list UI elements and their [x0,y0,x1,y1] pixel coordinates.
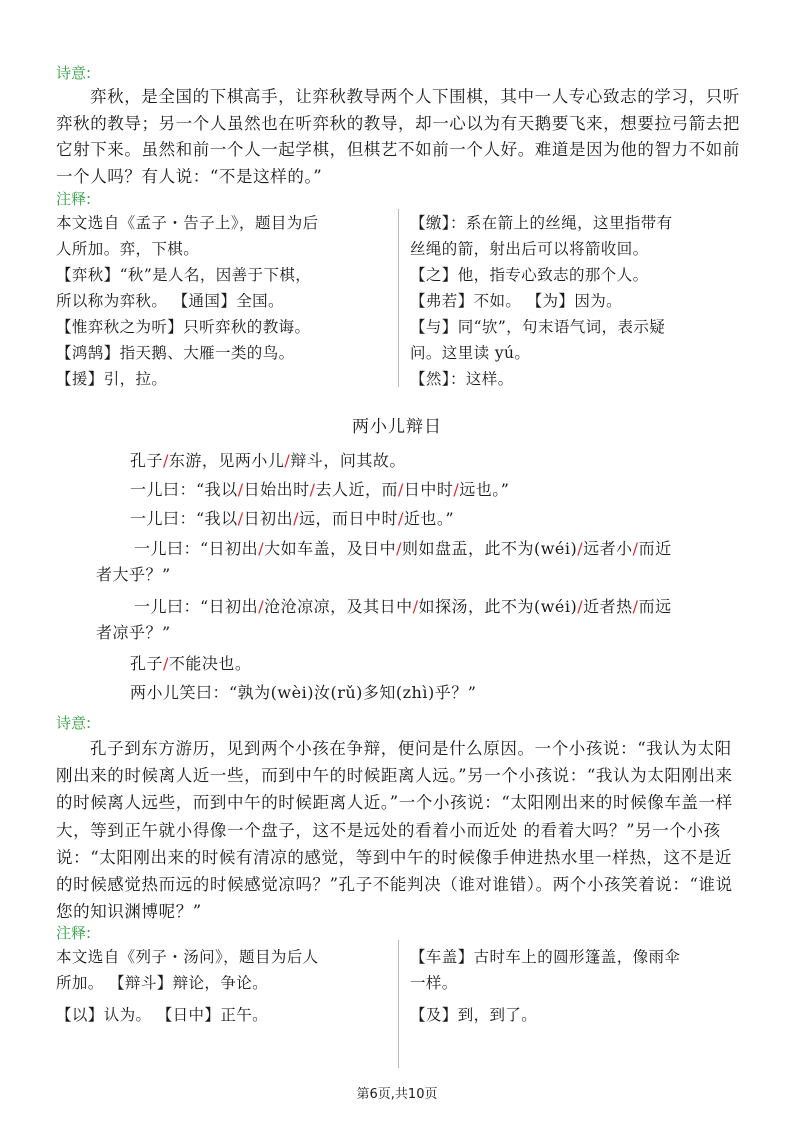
poem-text: 辩斗，问其故。 [290,451,406,470]
pause-slash: / [577,597,584,616]
column-divider [398,940,399,1068]
poem-text: 大如车盖，及日中 [264,539,397,558]
poem-line [96,620,171,643]
poem-text: 沧沧凉凉，及其日中 [264,597,413,616]
poem-text: 如探汤，此不为(wéi) [418,597,578,616]
meaning-paragraph-2 [56,735,741,925]
pause-slash: / [577,539,584,558]
meaning-paragraph-1 [56,84,741,190]
poem-text: 一儿曰：“我以 [130,480,238,499]
poem-text: 两小儿笑曰：“孰为(wèi)汝(rǔ)多知(zhì)乎？” [130,683,477,702]
poem-line [130,506,454,529]
pause-slash: / [293,509,299,528]
note-line: 【弈秋】“秋”是人名，因善于下棋， [56,266,312,284]
poem-text: 日始出时 [243,480,310,499]
poem-text: 一儿曰：“日初出 [134,539,259,558]
note-line: 【车盖】古时车上的圆形篷盖，像雨伞 [410,948,681,966]
pause-slash: / [632,539,639,558]
notes-left-column-1 [56,211,386,389]
pause-slash: / [258,539,265,558]
poem-text: 孔子 [130,451,164,470]
poem-line [130,477,509,500]
poem-line [96,562,171,585]
pause-slash: / [284,451,291,470]
poem-line [130,680,476,703]
note-line: 本文选自《列子・汤问》，题目为后人 [56,948,319,966]
poem-text: 近也。” [403,509,455,528]
notes-right-column-1 [410,211,745,389]
poem-text: 者大乎？” [96,565,171,584]
pause-slash: / [258,597,265,616]
poem-text: 去人近，而 [315,480,398,499]
note-line: 【以】认为。 【日中】正午。 [56,1006,269,1024]
note-line: 【惟弈秋之为听】只听弈秋的教诲。 [56,318,311,336]
note-line: 【弗若】不如。 【为】因为。 [410,292,623,310]
poem-text: 者凉乎？” [96,623,171,642]
note-line: 【之】他，指专心致志的那个人。 [410,266,649,284]
poem-text: 远者小 [583,539,633,558]
notes-label-2: 注释: [56,924,92,942]
note-line: 所以称为弈秋。 【通国】全国。 [56,292,284,310]
note-line: 一样。 [410,974,458,992]
poem-text: 而远 [638,597,672,616]
note-line: 【缴】：系在箭上的丝绳，这里指带有 [410,214,673,232]
meaning-text-2: 孔子到东方游历，见到两个小孩在争辩，便问是什么原因。一个小孩说：“我认为太阳刚出来的时候离人近一些，而到中午的时候距离人远。”另一个小孩说：“我认为太阳刚出来的时候离人远些，而到中午的时候距离人近。”一个小孩说：“太阳刚出来的时候像车盖一样大，等到正午就小得像一个盘子，这不是远处的看着小而近处 的看着大吗？”另一个小孩说：“太阳刚出来的时候有清凉的感觉，等到中午的时候像手伸进热水里一样热，这不是近的时候感觉热而远的时候感觉凉吗？”孔子不能判决（谁对谁错）。两个小孩笑着说：“谁说您的知识渊博呢？” [56,739,733,922]
note-line: 【及】到，到了。 [410,1006,538,1024]
note-line: 【然】：这样。 [410,370,514,388]
note-line: 人所加。弈，下棋。 [56,240,200,258]
pause-slash: / [412,597,419,616]
pause-slash: / [453,480,460,499]
poem-line [130,651,251,674]
pause-slash: / [163,451,169,470]
poem-text: 近者热 [583,597,633,616]
poem-line [130,448,406,471]
pause-slash: / [632,597,639,616]
poem-title: 两小儿辩日 [352,417,442,437]
note-line: 【与】同“欤”，句末语气词，表示疑 [410,318,666,336]
page-number: 第6页,共10页 [356,1087,438,1102]
pause-slash: / [237,509,244,528]
note-line: 【鸿鹄】指天鹅、大雁一类的鸟。 [56,344,295,362]
poem-text: 不能决也。 [168,654,252,673]
meaning-label-1: 诗意: [56,64,92,82]
poem-text: 孔子 [130,654,164,673]
note-line: 丝绳的箭，射出后可以将箭收回。 [410,240,649,258]
pause-slash: / [396,539,402,558]
poem-line [134,594,672,617]
notes-left-column-2 [56,945,386,1035]
poem-text: 则如盘盂，此不为(wéi) [401,539,578,558]
notes-label-1: 注释: [56,190,92,208]
poem-text: 日中时 [403,480,454,499]
poem-text: 远，而日中时 [298,509,398,528]
notes-right-column-2 [410,945,745,1035]
pause-slash: / [398,480,404,499]
pause-slash: / [398,509,404,528]
poem-text: 而近 [638,539,672,558]
poem-text: 日初出 [243,509,294,528]
poem-text: 远也。” [459,480,510,499]
meaning-text-1: 弈秋，是全国的下棋高手，让弈秋教导两个人下围棋，其中一人专心致志的学习，只听弈秋的教导；另一个人虽然也在听弈秋的教导，却一心以为有天鹅要飞来，想要拉弓箭去把它射下来。虽然和前一个人一起学棋，但棋艺不如前一个人好。难道是因为他的智力不如前一个人吗？有人说：“不是这样的。” [56,87,740,186]
poem-text: 东游，见两小儿 [168,451,285,470]
note-line: 【援】引，拉。 [56,370,168,388]
poem-text: 一儿曰：“我以 [130,509,238,528]
pause-slash: / [163,654,169,673]
meaning-label-2: 诗意: [56,714,92,732]
poem-text: 一儿曰：“日初出 [134,597,259,616]
pause-slash: / [237,480,244,499]
note-line: 所加。 【辩斗】辩论，争论。 [56,974,269,992]
poem-line [134,536,672,559]
note-line: 问。这里读 yú。 [410,344,531,362]
pause-slash: / [309,480,316,499]
note-line: 本文选自《孟子・告子上》，题目为后 [56,214,319,232]
column-divider [398,209,399,387]
